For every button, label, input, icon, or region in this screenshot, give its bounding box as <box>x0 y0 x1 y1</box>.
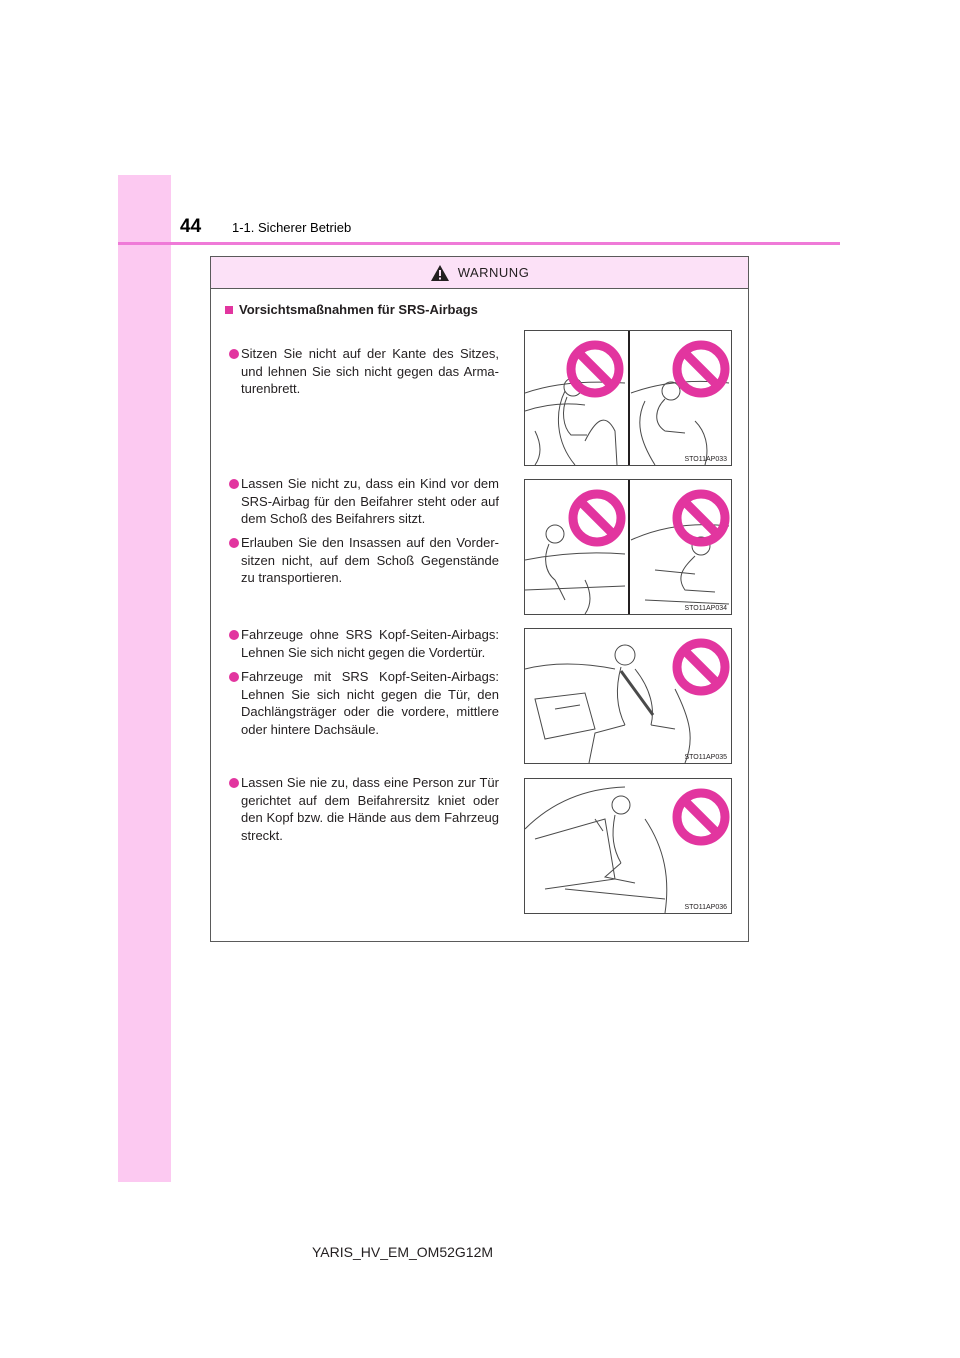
prohibited-icon <box>677 643 725 691</box>
page-number: 44 <box>180 216 202 237</box>
list-item: Lassen Sie nie zu, dass eine Person zur Tür gerichtet auf dem Beifahrersitz kniet oder den Kopf bzw. die Hände aus dem Fahrzeug streckt. <box>229 774 499 844</box>
illustration-child-in-front <box>524 479 732 615</box>
illustration-drawing <box>525 779 731 913</box>
illustration-code: STO11AP035 <box>684 754 727 761</box>
warning-triangle-icon <box>430 264 450 282</box>
bullet-dot-icon <box>229 479 239 489</box>
illustration-drawing <box>525 331 731 465</box>
header-rule <box>118 242 840 245</box>
prohibited-icon <box>677 494 725 542</box>
bullet-dot-icon <box>229 778 239 788</box>
illustration-leaning-on-door <box>524 628 732 764</box>
illustration-drawing <box>525 629 731 763</box>
section-title: 1-1. Sicherer Betrieb <box>232 220 352 235</box>
list-item: Fahrzeuge ohne SRS Kopf-Seiten-Airbags: Lehnen Sie sich nicht gegen die Vordertür. <box>229 626 499 661</box>
warning-title: WARNUNG <box>457 265 530 280</box>
prohibited-icon <box>677 345 725 393</box>
illustration-code: STO11AP036 <box>684 904 727 911</box>
list-item: Sitzen Sie nicht auf der Kante des Sitzes, und lehnen Sie sich nicht gegen das Arma-turenbrett. <box>229 345 499 398</box>
prohibited-icon <box>573 494 621 542</box>
illustration-code: STO11AP033 <box>684 456 727 463</box>
warning-subheading <box>225 302 478 317</box>
bullet-dot-icon <box>229 349 239 359</box>
bullet-dot-icon <box>229 630 239 640</box>
warning-box <box>210 256 749 942</box>
square-bullet-icon <box>225 306 233 314</box>
subheading-text: Vorsichtsmaßnahmen für SRS-Airbags <box>239 302 478 317</box>
warning-header <box>211 257 748 289</box>
side-tab-strip <box>118 175 171 1182</box>
bullet-dot-icon <box>229 538 239 548</box>
prohibited-icon <box>677 793 725 841</box>
illustration-code: STO11AP034 <box>684 605 727 612</box>
list-item: Lassen Sie nicht zu, dass ein Kind vor dem SRS-Airbag für den Beifahrer steht oder auf dem Schoß des Beifahrers sitzt. <box>229 475 499 528</box>
list-item: Erlauben Sie den Insassen auf den Vorder-sitzen nicht, auf dem Schoß Gegenstände zu transportieren. <box>229 534 499 587</box>
illustration-leaning-on-dashboard <box>524 330 732 466</box>
illustration-drawing <box>525 480 731 614</box>
prohibited-icon <box>571 345 619 393</box>
bullet-dot-icon <box>229 672 239 682</box>
footer-document-code: YARIS_HV_EM_OM52G12M <box>312 1244 494 1260</box>
list-item: Fahrzeuge mit SRS Kopf-Seiten-Airbags: Lehnen Sie sich nicht gegen die Tür, den Dachlängsträger oder die vordere, mittlere oder hintere Dachsäule. <box>229 668 499 738</box>
illustration-kneeling-on-seat <box>524 778 732 914</box>
